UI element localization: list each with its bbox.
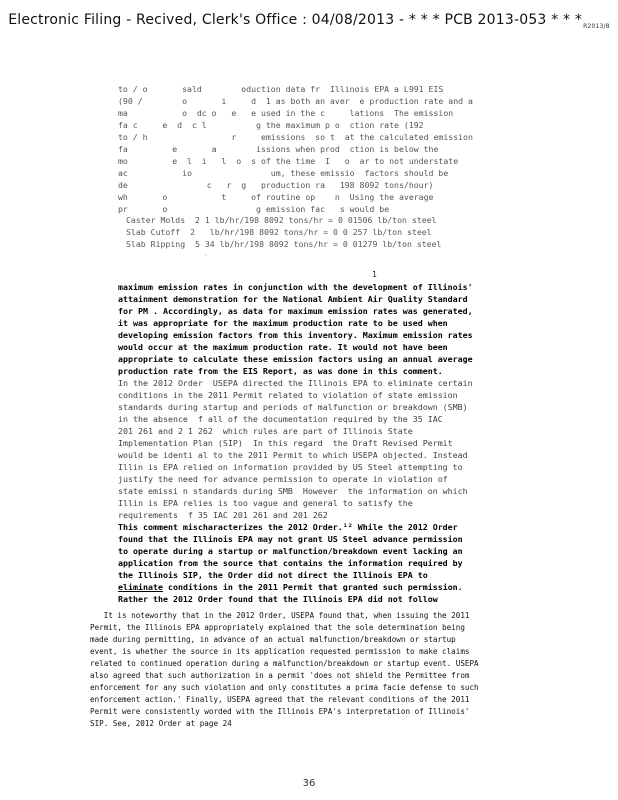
table-row: Slab Cutoff 2 lb/hr/198 8092 tons/hr = 0 0 257 lb/ton steel — [126, 227, 432, 237]
response-line: This comment mischaracterizes the 2012 Order.¹² While the 2012 Order — [118, 522, 458, 532]
comment-line: justify the need for advance permission to operate in violation of — [118, 474, 448, 484]
comment-line: standards during startup and periods of malfunction or breakdown (SMB) — [118, 402, 468, 412]
comment-line: de c r g production ra 198 8092 tons/hour) — [118, 180, 434, 190]
comment-line: (90 / o i d 1 as both an aver e production rate and a — [118, 96, 473, 106]
response-line: the Illinois SIP, the Order did not direct the Illinois EPA to — [118, 570, 428, 580]
table-row: Caster Molds 2 1 lb/hr/198 8092 tons/hr = 0 01506 lb/ton steel — [126, 215, 437, 225]
response-line: for PM . Accordingly, as data for maximum emission rates was generated, — [118, 306, 473, 316]
response-line: to operate during a startup or malfunction/breakdown event lacking an — [118, 546, 463, 556]
footnote-line: enforcement action.' Finally, USEPA agreed that the relevant conditions of the 2011 — [90, 695, 470, 704]
footnote-line: SIP. See, 2012 Order at page 24 — [90, 719, 232, 728]
footnote-line: It is noteworthy that in the 2012 Order, USEPA found that, when issuing the 2011 — [90, 611, 470, 620]
comment-line: Illin is EPA relies is too vague and general to satisfy the — [118, 498, 413, 508]
response-line: it was appropriate for the maximum production rate to be used when — [118, 318, 448, 328]
response-line: Rather the 2012 Order found that the Illinois EPA did not follow — [118, 594, 438, 604]
emphasized-word: eliminate — [118, 582, 163, 592]
footnote-line: Permit were consistently worded with the Illinois EPA's interpretation of Illinois' — [90, 707, 470, 716]
comment-line: Implementation Plan (SIP) In this regard the Draft Revised Permit — [118, 438, 453, 448]
comment-line: wh o t of routine op n Using the average — [118, 192, 434, 202]
comment-line: pr o g emission fac s would be — [118, 204, 390, 214]
comment-line: would be identi al to the 2011 Permit to which USEPA objected. Instead — [118, 450, 468, 460]
comment-line: In the 2012 Order USEPA directed the Illinois EPA to eliminate certain — [118, 378, 473, 388]
footnote-line: event, is whether the source in its application requested permission to make claims — [90, 647, 470, 656]
page-number: 36 — [302, 778, 316, 789]
comment-line: 201 261 and 2 1 262 which rules are part of Illinois State — [118, 426, 413, 436]
response-line: maximum emission rates in conjunction with the development of Illinois' — [118, 282, 473, 292]
comment-line: state emissi n standards during SMB However the information on which — [118, 486, 468, 496]
footnote-line: related to continued operation during a malfunction/breakdown or startup event. USEPA — [90, 659, 479, 668]
response-line-rest: conditions in the 2011 Permit that granted such permission. — [162, 582, 463, 592]
footnote-line: made during permitting, in advance of an actual malfunction/breakdown or startup — [90, 635, 456, 644]
response-line: would occur at the maximum production rate. It would not have been — [118, 342, 448, 352]
response-line: appropriate to calculate these emission factors using an annual average — [118, 354, 473, 364]
comment-line: in the absence f all of the documentation required by the 35 IAC — [118, 414, 443, 424]
comment-line: conditions in the 2011 Permit related to violation of state emission — [118, 390, 458, 400]
comment-line: ac io um, these emissio factors should be — [118, 168, 449, 178]
comment-line: to / h r emissions so t at the calculated emission — [118, 132, 473, 142]
response-line: found that the Illinois EPA may not grant US Steel advance permission — [118, 534, 463, 544]
comment-line: to / o sald oduction data fr Illinois EPA a L991 EIS — [118, 84, 444, 94]
header-text: Electronic Filing - Recived, Clerk's Office : 04/08/2013 - * * * PCB 2013-053 * * * — [8, 12, 583, 28]
response-line: application from the source that contains the information required by — [118, 558, 463, 568]
footnote-line: enforcement for any such violation and only constitutes a prima facie defense to such — [90, 683, 479, 692]
comment-line: fa c e d c l g the maximum p o ction rate (192 — [118, 120, 424, 130]
response-marker: 1 — [372, 270, 377, 279]
response-line — [118, 581, 618, 593]
electronic-filing-header — [0, 12, 618, 30]
header-stamp: R2013/8 — [583, 23, 610, 30]
comment-line: requirements f 35 IAC 201 261 and 201 262 — [118, 510, 328, 520]
response-line: attainment demonstration for the National Ambient Air Quality Standard — [118, 294, 468, 304]
comment-line: Illin is EPA relied on information provided by US Steel attempting to — [118, 462, 463, 472]
stray-mark: · — [204, 252, 208, 259]
table-row: Slab Ripping 5 34 lb/hr/198 8092 tons/hr = 0 01279 lb/ton steel — [126, 239, 442, 249]
comment-line: mo e l i l o s of the time I o ar to not understate — [118, 156, 459, 166]
footnote-line: also agreed that such authorization in a permit 'does not shield the Permittee from — [90, 671, 470, 680]
response-line: developing emission factors from this inventory. Maximum emission rates — [118, 330, 473, 340]
footnote-line: Permit, the Illinois EPA appropriately explained that the sole determination being — [90, 623, 465, 632]
comment-line: fa e a issions when prod ction is below the — [118, 144, 439, 154]
response-line: production rate from the EIS Report, as was done in this comment. — [118, 366, 443, 376]
comment-line: ma o dc o e e used in the c lations The emission — [118, 108, 454, 118]
